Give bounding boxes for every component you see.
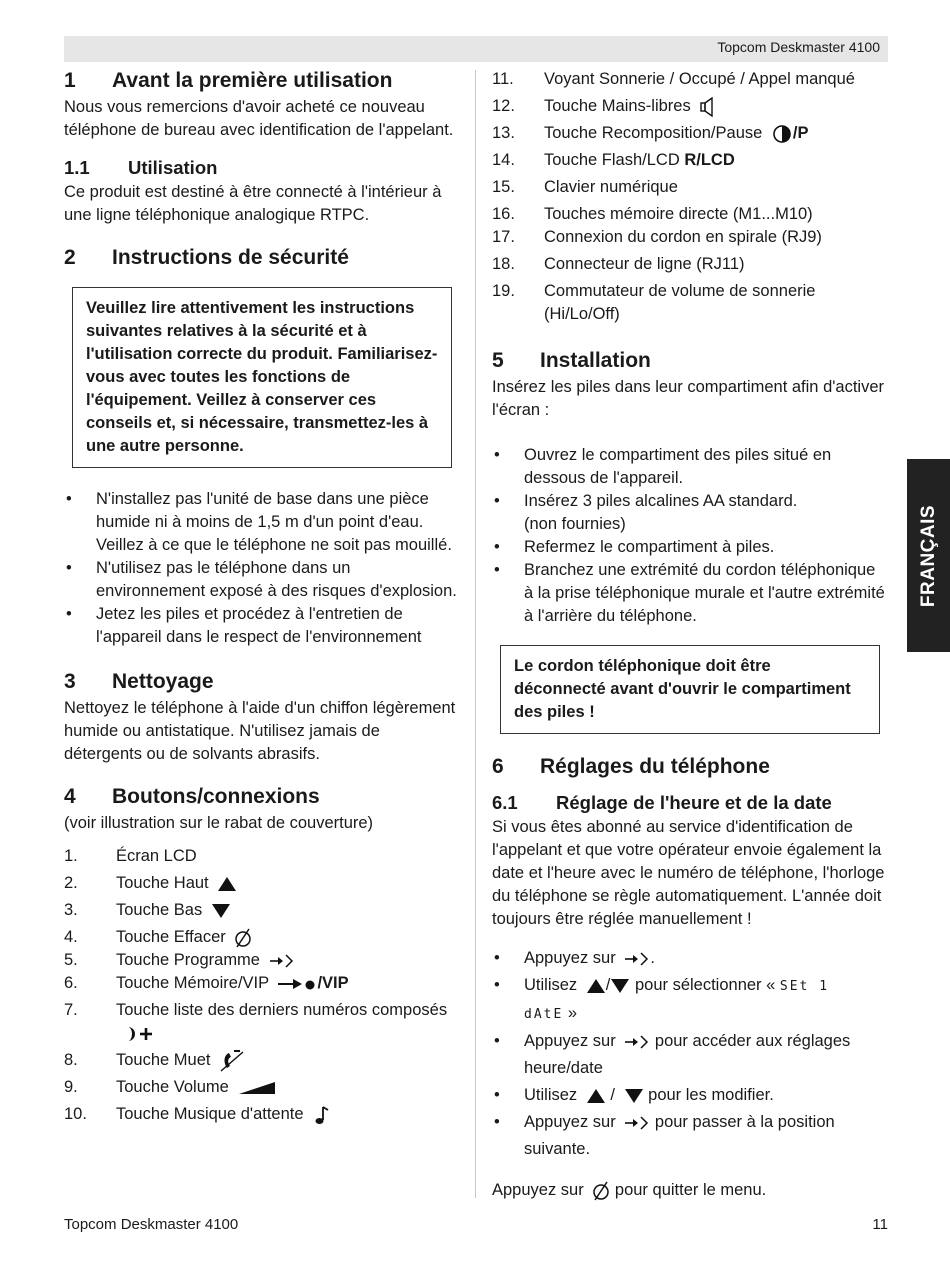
list-item: 9. Touche Volume: [64, 1076, 462, 1099]
left-column: [64, 66, 462, 1126]
section-2-heading: [64, 243, 462, 273]
safety-notice-box: Veuillez lire attentivement les instructions suivantes relatives à la sécurité et à l'utilisation correcte du produit. Familiarisez-vous avec toutes les fonctions de l'équipement. Veillez à conserver ces conseils et, si nécessaire, transmettez-les à une autre personne.: [72, 287, 452, 468]
section-4-note: (voir illustration sur le rabat de couverture): [64, 814, 374, 832]
list-item: 8. Touche Muet: [64, 1049, 462, 1072]
program-icon: [624, 1115, 650, 1131]
redial-list-icon: [120, 1025, 154, 1043]
list-item: 16. Touches mémoire directe (M1...M10): [492, 205, 813, 223]
right-column: [492, 68, 888, 1202]
safety-bullet: • Jetez les piles et procédez à l'entretien de l'appareil dans le respect de l'environnement: [64, 603, 462, 649]
settings-bullet: • Appuyez sur pour accéder aux réglages heure/date: [492, 1028, 888, 1082]
section-title: Utilisation: [128, 157, 218, 178]
section-number: 5: [492, 349, 504, 372]
settings-bullet: • Appuyez sur pour passer à la position suivante.: [492, 1109, 888, 1163]
settings-bullet: • Utilisez / pour les modifier.: [492, 1082, 888, 1109]
list-item: 3. Touche Bas: [64, 899, 462, 922]
lcd-text: SEt 1: [779, 979, 830, 994]
section-3-heading: [64, 667, 462, 697]
section-5-text: Insérez les piles dans leur compartiment afin d'activer l'écran :: [492, 378, 884, 419]
list-item: 6. Touche Mémoire/VIP /VIP: [64, 974, 349, 992]
down-arrow-icon: [610, 978, 630, 994]
list-item: 10. Touche Musique d'attente: [64, 1103, 462, 1126]
lcd-text: dAtE: [524, 1007, 564, 1022]
section-6-1-text: Si vous êtes abonné au service d'identification de l'appelant et que votre opérateur envoie également la date et l'heure avec le numéro de téléphone, l'horloge du téléphone se règle automatiquement. L'année doit toujours être réglée manuellement !: [492, 818, 885, 928]
header-title: Topcom Deskmaster 4100: [717, 39, 880, 55]
redial-pause-icon: [771, 125, 793, 143]
section-title: Réglages du téléphone: [540, 755, 770, 778]
list-item: 13. Touche Recomposition/Pause /P: [492, 124, 809, 142]
section-title: Avant la première utilisation: [112, 69, 393, 92]
section-title: Installation: [540, 349, 651, 372]
volume-icon: [237, 1080, 277, 1096]
section-number: 4: [64, 785, 76, 808]
section-number: 3: [64, 670, 76, 693]
section-title: Instructions de sécurité: [112, 246, 349, 269]
program-icon: [269, 953, 295, 969]
section-6-heading: [492, 752, 888, 782]
erase-icon: [234, 928, 252, 948]
footer-title: Topcom Deskmaster 4100: [64, 1216, 239, 1233]
install-bullet: • Refermez le compartiment à piles.: [492, 536, 888, 559]
list-item: 17. Connexion du cordon en spirale (RJ9): [492, 228, 822, 246]
list-item: 15. Clavier numérique: [492, 178, 678, 196]
list-item: 4. Touche Effacer: [64, 926, 462, 949]
list-item: 1. Écran LCD: [64, 847, 197, 865]
section-1-1-text: Ce produit est destiné à être connecté à l'intérieur à une ligne téléphonique analogique RTPC.: [64, 183, 442, 224]
language-tab: [907, 459, 950, 652]
cord-warning-box: Le cordon téléphonique doit être déconnecté avant d'ouvrir le compartiment des piles !: [500, 645, 880, 734]
settings-bullet: • Utilisez / pour sélectionner « SEt 1 dAtE »: [492, 972, 888, 1028]
music-note-icon: [312, 1105, 330, 1125]
settings-bullet: • Appuyez sur .: [492, 945, 888, 972]
section-5-heading: [492, 346, 888, 376]
install-bullet: • Branchez une extrémité du cordon téléphonique à la prise téléphonique murale et l'autre extrémité à l'arrière du téléphone.: [492, 559, 888, 628]
mute-handset-icon: [219, 1050, 245, 1072]
section-number: 1: [64, 69, 76, 92]
speaker-icon: [699, 97, 717, 117]
language-tab-label: FRANÇAIS: [917, 504, 939, 607]
list-item: 7. Touche liste des derniers numéros composés: [64, 999, 462, 1045]
install-bullet: • Ouvrez le compartiment des piles situé en dessous de l'appareil.: [492, 444, 888, 490]
section-title: Boutons/connexions: [112, 785, 320, 808]
list-item: 18. Connecteur de ligne (RJ11): [492, 255, 745, 273]
list-item: 19. Commutateur de volume de sonnerie (Hi/Lo/Off): [492, 282, 816, 323]
up-arrow-icon: [586, 978, 606, 994]
program-icon: [624, 1034, 650, 1050]
section-3-text: Nettoyez le téléphone à l'aide d'un chiffon légèrement humide ou antistatique. N'utilisez jamais de détergents ou de solvants abrasifs.: [64, 699, 456, 763]
list-item: 14. Touche Flash/LCD R/LCD: [492, 151, 735, 169]
install-bullet: • Insérez 3 piles alcalines AA standard. (non fournies): [492, 490, 888, 536]
list-item: 11. Voyant Sonnerie / Occupé / Appel manqué: [492, 70, 855, 88]
section-4-heading: [64, 782, 462, 812]
section-number: 6.1: [492, 792, 518, 813]
up-arrow-icon: [217, 876, 237, 892]
list-item: 12. Touche Mains-libres: [492, 95, 888, 118]
safety-bullet: • N'installez pas l'unité de base dans une pièce humide ni à moins de 1,5 m d'un point d'eau. Veillez à ce que le téléphone ne soit pas mouillé.: [64, 488, 462, 557]
section-title: Nettoyage: [112, 670, 214, 693]
erase-icon: [592, 1181, 610, 1201]
memory-vip-icon: [277, 976, 317, 992]
section-1-heading: [64, 66, 462, 96]
column-divider: [475, 70, 476, 1198]
down-arrow-icon: [624, 1088, 644, 1104]
section-number: 6: [492, 755, 504, 778]
list-item: 5. Touche Programme: [64, 949, 462, 972]
down-arrow-icon: [211, 903, 231, 919]
safety-bullet: • N'utilisez pas le téléphone dans un environnement exposé à des risques d'explosion.: [64, 557, 462, 603]
list-item: 2. Touche Haut: [64, 872, 462, 895]
section-1-1-heading: [64, 155, 462, 181]
section-title: Réglage de l'heure et de la date: [556, 792, 832, 813]
section-number: 1.1: [64, 157, 90, 178]
section-number: 2: [64, 246, 76, 269]
section-6-1-heading: [492, 790, 888, 816]
quit-menu-text: Appuyez sur pour quitter le menu.: [492, 1181, 767, 1199]
up-arrow-icon: [586, 1088, 606, 1104]
page-header-bar: [64, 36, 888, 62]
section-1-text: Nous vous remercions d'avoir acheté ce nouveau téléphone de bureau avec identification de l'appelant.: [64, 98, 454, 139]
program-icon: [624, 951, 650, 967]
page-number: 11: [872, 1216, 888, 1233]
